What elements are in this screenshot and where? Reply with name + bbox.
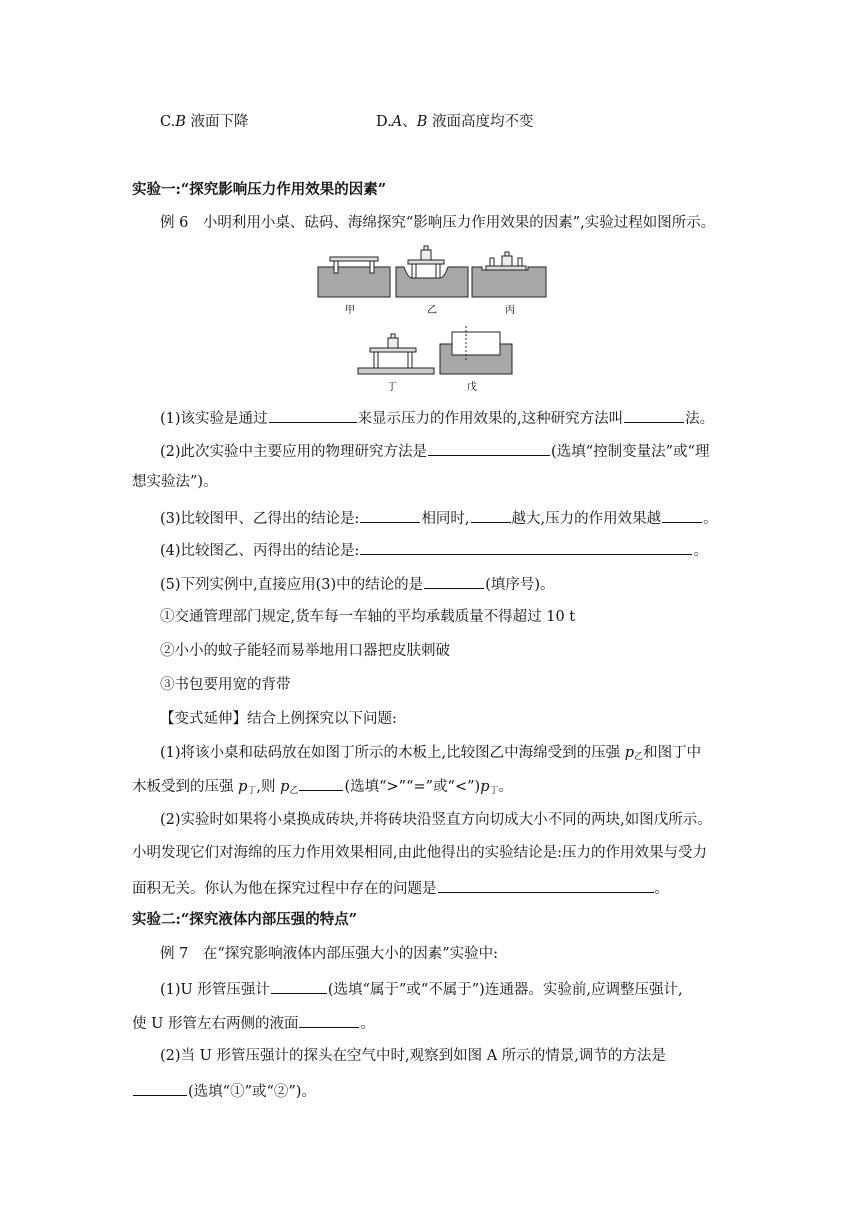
extension-q1-line2: 木板受到的压强 $p_丁$,则 $p_乙$ (选填“>”“=”或“$<”)p_丁$。	[132, 775, 513, 801]
figure-label-jia: 甲	[345, 305, 355, 316]
figure-wu	[440, 326, 512, 374]
answer-blank[interactable]	[360, 539, 692, 555]
exp1-item-3: ③书包要用宽的背带	[160, 677, 291, 693]
option-d: D.A、B 液面高度均不变	[376, 114, 534, 130]
answer-blank[interactable]	[299, 775, 343, 791]
exp2-q1-cont: 使 U 形管左右两侧的液面 。	[132, 1012, 375, 1034]
answer-blank[interactable]	[428, 440, 550, 456]
experiment-figure	[300, 240, 560, 400]
exp1-q2: (2)此次实验中主要应用的物理研究方法是 (选填“控制变量法”或“理	[160, 440, 709, 462]
option-c: C.B 液面下降	[160, 114, 249, 130]
extension-q2-line2: 小明发现它们对海绵的压力作用效果相同,由此他得出的实验结论是:压力的作用效果与受力	[132, 845, 707, 861]
exp2-q2-cont: (选填“①”或“②”)。	[132, 1080, 316, 1102]
exp1-q1: (1)该实验是通过 来显示压力的作用效果的,这种研究方法叫 法。	[160, 407, 714, 429]
answer-blank[interactable]	[424, 573, 484, 589]
exp1-item-2: ②小小的蚊子能轻而易举地用口器把皮肤刺破	[160, 643, 450, 659]
figure-label-ding: 丁	[387, 382, 397, 393]
answer-blank[interactable]	[471, 507, 511, 523]
exp2-intro: 例 7 在“探究影响液体内部压强大小的因素”实验中:	[160, 946, 499, 962]
answer-blank[interactable]	[299, 1012, 359, 1028]
extension-q2-line3: 面积无关。你认为他在探究过程中存在的问题是 。	[132, 877, 669, 899]
answer-blank[interactable]	[662, 507, 702, 523]
figure-bing	[472, 252, 546, 297]
exp1-heading: 实验一:“探究影响压力作用效果的因素”	[132, 181, 387, 198]
exp2-heading: 实验二:“探究液体内部压强的特点”	[132, 911, 358, 928]
answer-blank[interactable]	[133, 1080, 187, 1096]
answer-blank[interactable]	[438, 877, 654, 893]
exp1-q5: (5)下列实例中,直接应用(3)中的结论的是 (填序号)。	[160, 573, 555, 595]
exp2-q2: (2)当 U 形管压强计的探头在空气中时,观察到如图 A 所示的情景,调节的方法是	[160, 1048, 666, 1064]
exp1-intro: 例 6 小明利用小桌、砝码、海绵探究“影响压力作用效果的因素”,实验过程如图所示。	[160, 215, 716, 231]
answer-blank[interactable]	[624, 407, 684, 423]
extension-title: 【变式延伸】结合上例探究以下问题:	[160, 711, 397, 727]
exp1-q2-cont: 想实验法”)。	[132, 474, 218, 490]
figure-label-yi: 乙	[427, 305, 437, 316]
figure-yi	[396, 246, 468, 297]
exp1-q4: (4)比较图乙、丙得出的结论是: 。	[160, 539, 708, 561]
figure-ding	[358, 334, 434, 374]
figure-jia	[318, 257, 390, 297]
extension-q1-line1: (1)将该小桌和砝码放在如图丁所示的木板上,比较图乙中海绵受到的压强 $p_乙$和图丁中	[160, 745, 702, 762]
answer-blank[interactable]	[269, 407, 357, 423]
exp1-q3: (3)比较图甲、乙得出的结论是: 相同时, 越大,压力的作用效果越 。	[160, 507, 718, 529]
answer-blank[interactable]	[360, 507, 420, 523]
exp2-q1: (1)U 形管压强计 (选填“属于”或“不属于”)连通器。实验前,应调整压强计,	[160, 978, 683, 1000]
extension-q2-line1: (2)实验时如果将小桌换成砖块,并将砖块沿竖直方向切成大小不同的两块,如图戊所示。	[160, 812, 712, 828]
exp1-item-1: ①交通管理部门规定,货车每一车轴的平均承载质量不得超过 10 t	[160, 609, 576, 625]
answer-blank[interactable]	[271, 978, 327, 994]
figure-label-wu: 戊	[467, 382, 477, 393]
figure-label-bing: 丙	[505, 305, 515, 316]
